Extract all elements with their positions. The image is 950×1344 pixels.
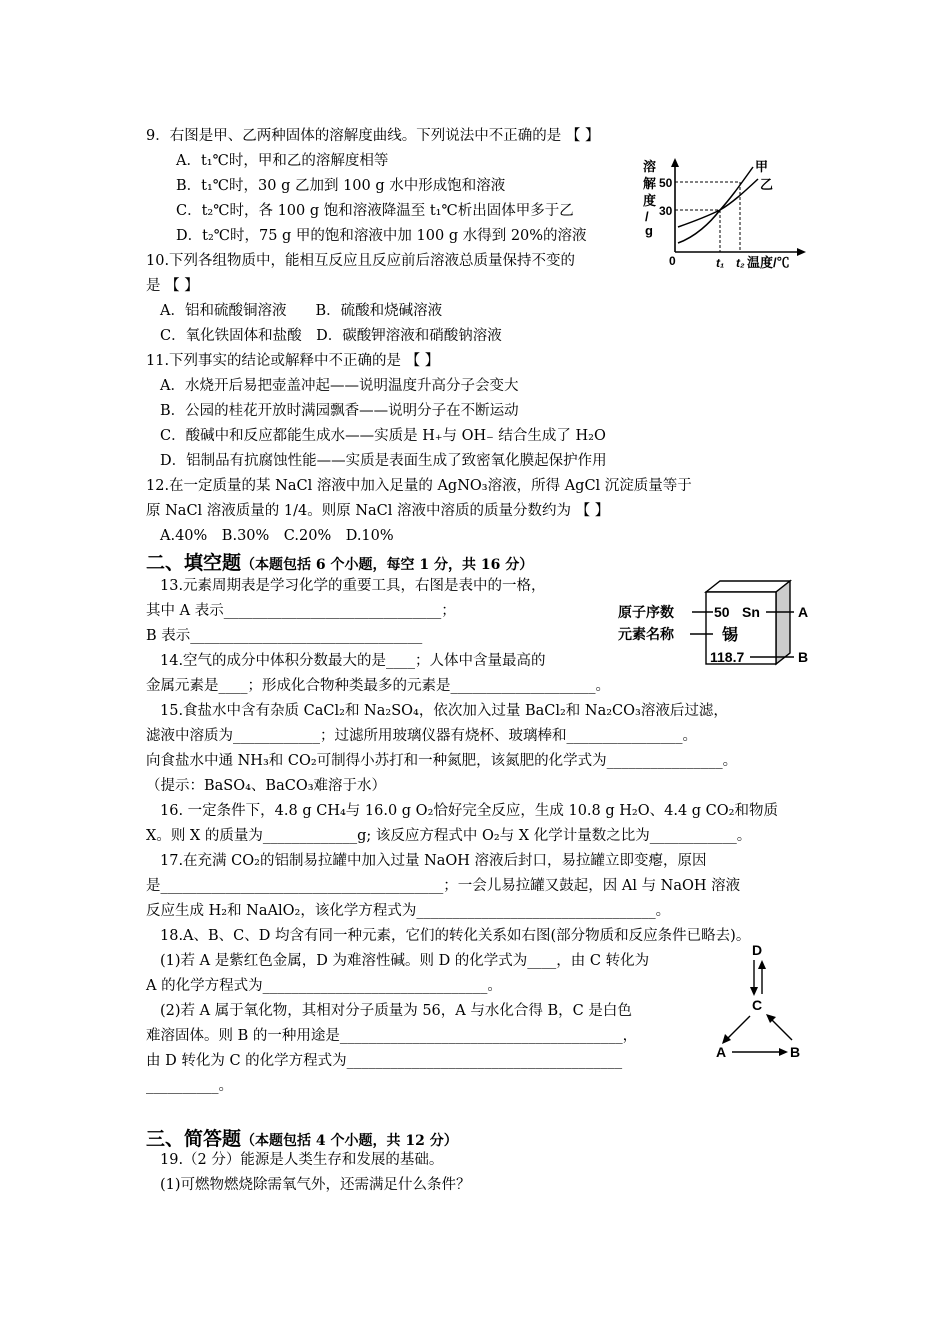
diagram-node-c: C [752, 997, 763, 1013]
q9-option-b: B．t₁℃时，30 g 乙加到 100 g 水中形成饱和溶液 [176, 178, 506, 194]
q14-line-2: 金属元素是____；形成化合物种类最多的元素是____________________。 [146, 678, 610, 694]
q12-line-1: 12.在一定质量的某 NaCl 溶液中加入足量的 AgNO₃溶液，所得 AgCl 沉淀质量等于 [146, 478, 692, 494]
q9-option-d: D．t₂℃时，75 g 甲的饱和溶液中加 100 g 水得到 20%的溶液 [176, 228, 587, 244]
chart-series-yi [678, 179, 758, 227]
section-2-heading: 二、填空题 [146, 552, 242, 574]
element-pointer-a-label: A [798, 604, 809, 620]
chart-legend-yi: 乙 [760, 177, 774, 192]
q15-line-3: 向食盐水中通 NH₃和 CO₂可制得小苏打和一种氮肥，该氮肥的化学式为________________。 [146, 753, 738, 769]
diagram-node-b: B [790, 1044, 801, 1060]
element-label-number: 原子序数 [618, 604, 674, 620]
arrowhead-c-to-d [758, 960, 766, 969]
q18-line-2: (1)若 A 是紫红色金属，D 为难溶性碱。则 D 的化学式为____，由 C 转化为 [160, 953, 650, 969]
q18-line-7: __________。 [146, 1078, 233, 1094]
q11-option-a: A．水烧开后易把壶盖冲起——说明温度升高分子会变大 [160, 378, 519, 394]
q18-line-5: 难溶固体。则 B 的一种用途是_______________________________________， [146, 1028, 638, 1044]
q9-option-c: C．t₂℃时，各 100 g 饱和溶液降温至 t₁℃析出固体甲多于乙 [176, 203, 574, 219]
chart-ylabel-3: 度 [643, 193, 657, 208]
q11-option-d: D．铝制品有抗腐蚀性能——实质是表面生成了致密氧化膜起保护作用 [160, 453, 607, 469]
conversion-diagram [710, 940, 810, 1065]
chart-ylabel-5: g [645, 223, 653, 238]
q9-stem: 9．右图是甲、乙两种固体的溶解度曲线。下列说法中不正确的是 【 】 [146, 128, 600, 144]
arrowhead-a-to-b [779, 1048, 788, 1056]
q19-line-1: 19.（2 分）能源是人类生存和发展的基础。 [160, 1152, 444, 1168]
element-cell-side [776, 581, 790, 664]
q10-options-ab: A．铝和硫酸铜溶液 B．硫酸和烧碱溶液 [160, 303, 443, 319]
q15-line-1: 15.食盐水中含有杂质 CaCl₂和 Na₂SO₄，依次加入过量 BaCl₂和 Na₂CO₃溶液后过滤， [160, 703, 728, 719]
q18-line-3: A 的化学方程式为_______________________________。 [146, 978, 502, 994]
q10-options-cd: C．氧化铁固体和盐酸 D．碳酸钾溶液和硝酸钠溶液 [160, 328, 502, 344]
diagram-node-a: A [716, 1044, 727, 1060]
chart-xtick-t2: t₂ [736, 256, 745, 270]
chart-x-arrow [797, 248, 806, 256]
q18-line-1: 18.A、B、C、D 均含有同一种元素，它们的转化关系如右图(部分物质和反应条件已略去)。 [160, 928, 751, 944]
element-label-name: 元素名称 [618, 626, 674, 642]
arrow-c-to-a [726, 1016, 750, 1040]
section-2-title [146, 548, 533, 575]
arrowhead-d-to-c [750, 987, 758, 996]
q14-line-1: 14.空气的成分中体积分数最大的是____；人体中含量最高的 [160, 653, 546, 669]
solubility-chart [640, 155, 810, 270]
q18-line-6: 由 D 转化为 C 的化学方程式为______________________________________ [146, 1053, 623, 1069]
q13-line-3: B 表示________________________________ [146, 628, 423, 644]
q12-options: A.40% B.30% C.20% D.10% [160, 528, 394, 544]
q16-line-1: 16. 一定条件下，4.8 g CH₄与 16.0 g O₂恰好完全反应，生成 10.8 g H₂O、4.4 g CO₂和物质 [160, 803, 778, 819]
chart-legend-jia: 甲 [755, 159, 769, 174]
q19-line-2: (1)可燃物燃烧除需氧气外，还需满足什么条件？ [160, 1177, 471, 1193]
q17-line-1: 17.在充满 CO₂的铝制易拉罐中加入过量 NaOH 溶液后封口，易拉罐立即变瘪，原因 [160, 853, 707, 869]
section-3-heading: 三、简答题 [146, 1128, 242, 1150]
q9-option-a: A．t₁℃时，甲和乙的溶解度相等 [176, 153, 389, 169]
section-2-note: （本题包括 6 个小题，每空 1 分，共 16 分） [241, 557, 534, 573]
q11-stem: 11.下列事实的结论或解释中不正确的是 【 】 [146, 353, 440, 369]
chart-origin: 0 [669, 254, 676, 268]
element-pointer-b-label: B [798, 649, 809, 665]
q15-line-4: （提示：BaSO₄、BaCO₃难溶于水） [146, 778, 387, 794]
chart-series-jia [678, 167, 753, 243]
q11-option-c: C．酸碱中和反应都能生成水——实质是 H₊与 OH₋ 结合生成了 H₂O [160, 428, 606, 444]
element-name: 锡 [722, 627, 739, 644]
element-symbol: Sn [742, 604, 760, 620]
section-3-title [146, 1124, 458, 1151]
chart-ylabel-4: / [645, 209, 649, 224]
chart-y-arrow [671, 158, 679, 167]
chart-ytick-50: 50 [659, 176, 673, 190]
q16-line-2: X。则 X 的质量为_____________g; 该反应方程式中 O₂与 X 化学计量数之比为____________。 [146, 828, 752, 844]
element-cell-figure [618, 578, 818, 670]
arrow-b-to-c [770, 1018, 792, 1040]
chart-ylabel-2: 解 [643, 176, 657, 191]
q17-line-2: 是_______________________________________；一会儿易拉罐又鼓起，因 Al 与 NaOH 溶液 [146, 878, 741, 894]
chart-ytick-30: 30 [659, 204, 673, 218]
section-3-note: （本题包括 4 个小题，共 12 分） [241, 1133, 458, 1149]
element-number: 50 [714, 604, 730, 620]
q15-line-2: 滤液中溶质为____________；过滤所用玻璃仪器有烧杯、玻璃棒和________________。 [146, 728, 697, 744]
q10-stem-2: 是 【 】 [146, 278, 199, 294]
q12-line-2: 原 NaCl 溶液质量的 1/4。则原 NaCl 溶液中溶质的质量分数约为 【 】 [146, 503, 610, 519]
q11-option-b: B．公园的桂花开放时满园飘香——说明分子在不断运动 [160, 403, 519, 419]
q13-line-2: 其中 A 表示______________________________； [146, 603, 456, 619]
diagram-node-d: D [752, 942, 763, 958]
q17-line-3: 反应生成 H₂和 NaAlO₂，该化学方程式为_________________________________。 [146, 903, 671, 919]
chart-xtick-t1: t₁ [716, 256, 725, 270]
q10-stem-1: 10.下列各组物质中，能相互反应且反应前后溶液总质量保持不变的 [146, 253, 576, 269]
chart-xlabel: 温度/℃ [747, 255, 790, 270]
q18-line-4: (2)若 A 属于氧化物，其相对分子质量为 56，A 与水化合得 B，C 是白色 [160, 1003, 632, 1019]
chart-ylabel-1: 溶 [643, 159, 657, 174]
element-mass: 118.7 [710, 649, 745, 665]
q13-line-1: 13.元素周期表是学习化学的重要工具，右图是表中的一格， [160, 578, 546, 594]
